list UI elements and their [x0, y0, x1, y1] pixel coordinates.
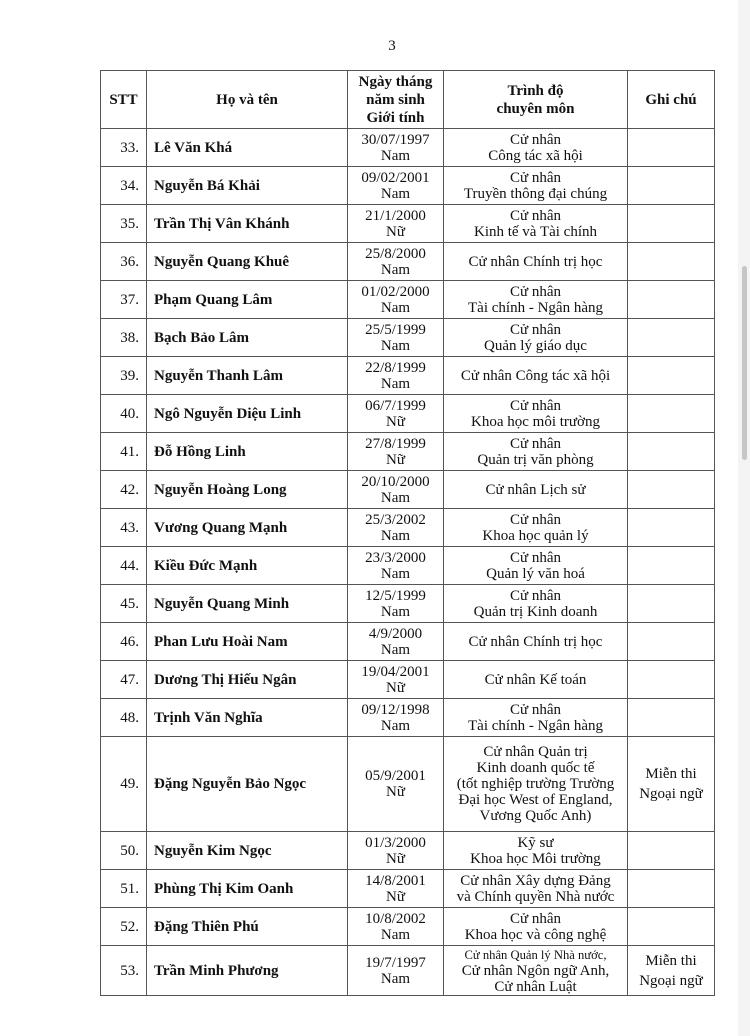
row-name: Trịnh Văn Nghĩa — [147, 699, 348, 737]
scrollbar[interactable] — [738, 0, 750, 1036]
row-gender: Nam — [380, 261, 411, 278]
row-stt: 34. — [101, 167, 147, 205]
table-row — [101, 471, 715, 509]
row-dob-gender — [348, 908, 444, 946]
row-dob: 14/8/2001 — [365, 872, 426, 889]
row-note — [628, 832, 715, 870]
table-row — [101, 433, 715, 471]
row-education — [444, 870, 628, 908]
education-line: Quản trị văn phòng — [477, 451, 594, 468]
row-note — [628, 509, 715, 547]
row-gender: Nam — [380, 375, 411, 392]
row-dob: 19/04/2001 — [361, 663, 430, 680]
row-dob-gender — [348, 547, 444, 585]
row-gender: Nam — [380, 603, 411, 620]
row-note — [628, 167, 715, 205]
row-dob-gender — [348, 357, 444, 395]
education-line: Cử nhân — [509, 321, 562, 338]
row-education — [444, 699, 628, 737]
table-row — [101, 509, 715, 547]
education-line: (tốt nghiệp trường Trường — [456, 776, 615, 792]
row-name: Nguyễn Hoàng Long — [147, 471, 348, 509]
row-dob-gender — [348, 832, 444, 870]
header-education: Trình độ chuyên môn — [444, 71, 628, 129]
table-header-row — [101, 71, 715, 129]
row-education — [444, 243, 628, 281]
row-dob: 30/07/1997 — [361, 131, 430, 148]
row-stt: 53. — [101, 946, 147, 996]
row-name: Trần Minh Phương — [147, 946, 348, 996]
table-row — [101, 357, 715, 395]
table-row — [101, 908, 715, 946]
education-line: Cử nhân — [509, 207, 562, 224]
row-education — [444, 908, 628, 946]
row-dob: 06/7/1999 — [365, 397, 426, 414]
row-gender: Nữ — [386, 223, 405, 240]
row-note — [628, 547, 715, 585]
education-line: Cử nhân Quản lý Nhà nước, — [464, 947, 607, 962]
table-row — [101, 319, 715, 357]
row-note — [628, 319, 715, 357]
education-line: Tài chính - Ngân hàng — [468, 717, 603, 734]
education-line: Kinh doanh quốc tế — [476, 760, 595, 776]
row-education — [444, 946, 628, 996]
row-stt: 41. — [101, 433, 147, 471]
row-stt: 45. — [101, 585, 147, 623]
education-line: Khoa học và công nghệ — [464, 926, 607, 943]
table-row — [101, 623, 715, 661]
row-gender: Nam — [380, 527, 411, 544]
table-row — [101, 395, 715, 433]
row-name: Bạch Bảo Lâm — [147, 319, 348, 357]
row-education — [444, 661, 628, 699]
education-line: Đại học West of England, — [458, 792, 613, 808]
row-gender: Nam — [380, 337, 411, 354]
row-name: Vương Quang Mạnh — [147, 509, 348, 547]
row-dob: 19/7/1997 — [365, 954, 426, 971]
education-line: Khoa học Môi trường — [470, 850, 601, 867]
row-education — [444, 623, 628, 661]
row-gender: Nam — [380, 565, 411, 582]
row-education — [444, 433, 628, 471]
row-note — [628, 623, 715, 661]
row-name: Trần Thị Vân Khánh — [147, 205, 348, 243]
row-education — [444, 509, 628, 547]
row-gender: Nữ — [386, 679, 405, 696]
row-name: Nguyễn Bá Khải — [147, 167, 348, 205]
row-dob: 27/8/1999 — [365, 435, 426, 452]
header-dob: Ngày tháng năm sinh Giới tính — [348, 71, 444, 129]
table-row — [101, 585, 715, 623]
row-name: Nguyễn Thanh Lâm — [147, 357, 348, 395]
note-line: Ngoại ngữ — [639, 972, 703, 989]
education-line: Cử nhân — [509, 910, 562, 927]
education-line: Cử nhân Chính trị học — [468, 633, 603, 650]
row-dob: 05/9/2001 — [365, 768, 426, 784]
education-line: Cử nhân Quản trị — [483, 744, 588, 760]
row-stt: 33. — [101, 129, 147, 167]
row-dob-gender — [348, 395, 444, 433]
row-stt: 43. — [101, 509, 147, 547]
education-line: Cử nhân Chính trị học — [468, 253, 603, 270]
row-dob-gender — [348, 433, 444, 471]
education-line: Cử nhân Kế toán — [484, 671, 587, 688]
row-note — [628, 737, 715, 832]
row-note — [628, 357, 715, 395]
row-dob-gender — [348, 946, 444, 996]
education-line: Kinh tế và Tài chính — [473, 223, 598, 240]
row-note — [628, 699, 715, 737]
education-line: Cử nhân Xây dựng Đảng — [460, 872, 611, 889]
row-dob-gender — [348, 205, 444, 243]
header-stt: STT — [101, 71, 147, 129]
row-dob-gender — [348, 699, 444, 737]
row-dob-gender — [348, 319, 444, 357]
row-note — [628, 585, 715, 623]
table-row — [101, 167, 715, 205]
row-gender: Nam — [380, 489, 411, 506]
table-row — [101, 243, 715, 281]
education-line: Cử nhân — [509, 397, 562, 414]
row-education — [444, 585, 628, 623]
note-line: Miễn thi — [645, 766, 697, 782]
row-gender: Nam — [380, 185, 411, 202]
header-note: Ghi chú — [628, 71, 715, 129]
education-line: Vương Quốc Anh) — [479, 808, 592, 824]
education-line: Cử nhân — [509, 549, 562, 566]
education-line: Cử nhân — [509, 169, 562, 186]
row-education — [444, 281, 628, 319]
row-name: Phan Lưu Hoài Nam — [147, 623, 348, 661]
row-gender: Nữ — [386, 888, 405, 905]
row-name: Đặng Nguyễn Bảo Ngọc — [147, 737, 348, 832]
row-education — [444, 737, 628, 832]
row-name: Nguyễn Kim Ngọc — [147, 832, 348, 870]
row-education — [444, 205, 628, 243]
row-education — [444, 395, 628, 433]
row-stt: 40. — [101, 395, 147, 433]
table-row — [101, 870, 715, 908]
row-dob: 25/3/2002 — [365, 511, 426, 528]
page-number: 3 — [388, 38, 396, 54]
row-dob-gender — [348, 585, 444, 623]
row-gender: Nam — [380, 717, 411, 734]
education-line: và Chính quyền Nhà nước — [456, 888, 615, 905]
row-dob-gender — [348, 870, 444, 908]
row-note — [628, 946, 715, 996]
row-note — [628, 281, 715, 319]
row-name: Phạm Quang Lâm — [147, 281, 348, 319]
row-dob-gender — [348, 243, 444, 281]
row-dob: 10/8/2002 — [365, 910, 426, 927]
row-dob-gender — [348, 281, 444, 319]
row-dob-gender — [348, 737, 444, 832]
education-line: Kỹ sư — [517, 834, 554, 851]
table-row — [101, 547, 715, 585]
row-name: Đặng Thiên Phú — [147, 908, 348, 946]
row-dob: 4/9/2000 — [368, 625, 423, 642]
education-line: Cử nhân — [509, 511, 562, 528]
row-name: Ngô Nguyễn Diệu Linh — [147, 395, 348, 433]
row-gender: Nam — [380, 970, 411, 987]
table-row — [101, 737, 715, 832]
row-note — [628, 243, 715, 281]
row-dob: 20/10/2000 — [361, 473, 430, 490]
row-note — [628, 661, 715, 699]
row-dob: 25/5/1999 — [365, 321, 426, 338]
education-line: Cử nhân — [509, 701, 562, 718]
row-name: Nguyễn Quang Khuê — [147, 243, 348, 281]
row-stt: 50. — [101, 832, 147, 870]
education-line: Tài chính - Ngân hàng — [468, 299, 603, 316]
row-gender: Nam — [380, 641, 411, 658]
row-gender: Nam — [380, 926, 411, 943]
education-line: Cử nhân Ngôn ngữ Anh, — [461, 962, 610, 979]
row-name: Phùng Thị Kim Oanh — [147, 870, 348, 908]
row-note — [628, 471, 715, 509]
row-gender: Nam — [380, 299, 411, 316]
row-gender: Nam — [380, 147, 411, 164]
table-row — [101, 129, 715, 167]
candidate-table — [100, 70, 715, 996]
table-row — [101, 832, 715, 870]
row-dob: 23/3/2000 — [365, 549, 426, 566]
row-dob: 09/12/1998 — [361, 701, 430, 718]
row-gender: Nữ — [386, 850, 405, 867]
row-dob-gender — [348, 661, 444, 699]
row-stt: 46. — [101, 623, 147, 661]
row-education — [444, 319, 628, 357]
row-stt: 39. — [101, 357, 147, 395]
row-dob-gender — [348, 623, 444, 661]
education-line: Quản lý giáo dục — [484, 337, 587, 354]
row-stt: 47. — [101, 661, 147, 699]
education-line: Quản lý văn hoá — [486, 565, 585, 582]
education-line: Cử nhân Công tác xã hội — [460, 367, 611, 384]
row-dob: 01/02/2000 — [361, 283, 430, 300]
education-line: Khoa học môi trường — [471, 413, 600, 430]
row-education — [444, 357, 628, 395]
education-line: Quản trị Kinh doanh — [473, 603, 598, 620]
row-dob-gender — [348, 471, 444, 509]
row-note — [628, 395, 715, 433]
row-stt: 44. — [101, 547, 147, 585]
row-dob-gender — [348, 167, 444, 205]
row-stt: 36. — [101, 243, 147, 281]
table-row — [101, 281, 715, 319]
row-note — [628, 870, 715, 908]
education-line: Công tác xã hội — [488, 147, 583, 164]
row-name: Lê Văn Khá — [147, 129, 348, 167]
education-line: Cử nhân Luật — [494, 978, 577, 995]
row-note — [628, 205, 715, 243]
education-line: Cử nhân Lịch sử — [485, 481, 586, 498]
row-stt: 51. — [101, 870, 147, 908]
row-name: Đỗ Hồng Linh — [147, 433, 348, 471]
row-name: Nguyễn Quang Minh — [147, 585, 348, 623]
table-row — [101, 205, 715, 243]
row-stt: 42. — [101, 471, 147, 509]
row-stt: 35. — [101, 205, 147, 243]
row-dob: 12/5/1999 — [365, 587, 426, 604]
row-note — [628, 908, 715, 946]
row-dob-gender — [348, 509, 444, 547]
row-stt: 49. — [101, 737, 147, 832]
note-line: Ngoại ngữ — [639, 786, 703, 802]
row-stt: 48. — [101, 699, 147, 737]
row-education — [444, 547, 628, 585]
education-line: Cử nhân — [509, 435, 562, 452]
row-gender: Nữ — [386, 784, 405, 800]
education-line: Cử nhân — [509, 283, 562, 300]
row-dob: 21/1/2000 — [365, 207, 426, 224]
table-row — [101, 699, 715, 737]
note-line: Miễn thi — [645, 952, 697, 969]
row-name: Kiều Đức Mạnh — [147, 547, 348, 585]
row-education — [444, 832, 628, 870]
education-line: Khoa học quản lý — [482, 527, 589, 544]
row-education — [444, 167, 628, 205]
scrollbar-thumb[interactable] — [742, 266, 747, 460]
row-name: Dương Thị Hiếu Ngân — [147, 661, 348, 699]
row-stt: 52. — [101, 908, 147, 946]
row-stt: 37. — [101, 281, 147, 319]
education-line: Truyền thông đại chúng — [463, 185, 608, 202]
row-education — [444, 129, 628, 167]
row-dob: 09/02/2001 — [361, 169, 430, 186]
education-line: Cử nhân — [509, 131, 562, 148]
row-note — [628, 433, 715, 471]
table-row — [101, 661, 715, 699]
row-gender: Nữ — [386, 413, 405, 430]
row-dob: 25/8/2000 — [365, 245, 426, 262]
table-row — [101, 946, 715, 996]
row-dob-gender — [348, 129, 444, 167]
row-dob: 22/8/1999 — [365, 359, 426, 376]
header-name: Họ và tên — [147, 71, 348, 129]
row-note — [628, 129, 715, 167]
row-dob: 01/3/2000 — [365, 834, 426, 851]
row-gender: Nữ — [386, 451, 405, 468]
row-education — [444, 471, 628, 509]
row-stt: 38. — [101, 319, 147, 357]
education-line: Cử nhân — [509, 587, 562, 604]
